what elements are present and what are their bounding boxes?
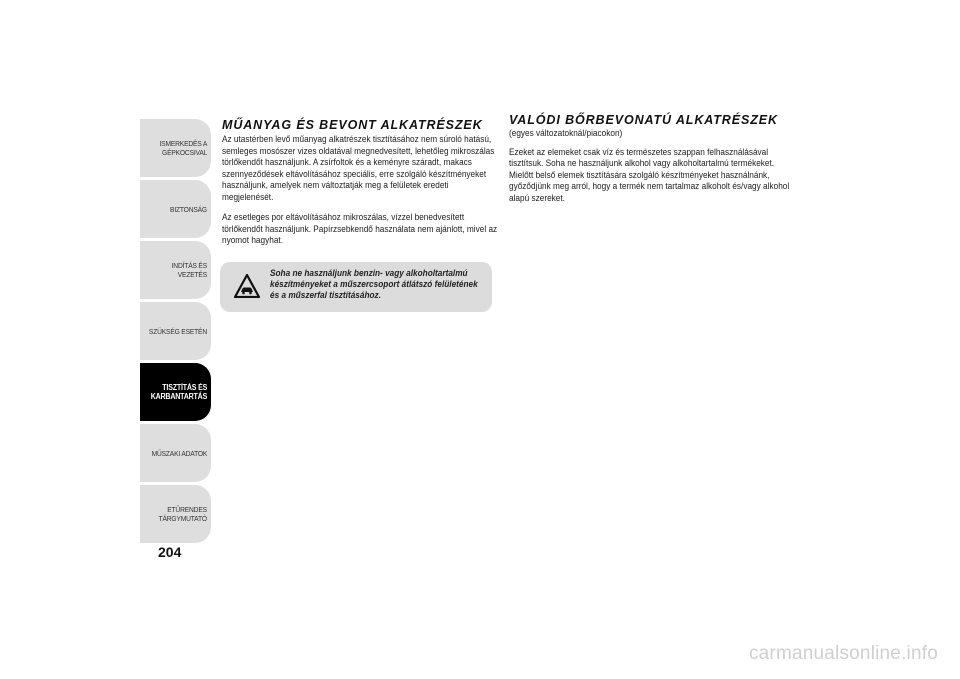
paragraph-plastic-1: Az utastérben levő műanyag alkatrészek tisztításához nem súroló hatású, semleges mosószer vizes oldatával megnedvesített, lehetőleg mikroszálas törlőkendőt használjunk. A zsírfoltok és a keményre száradt, makacs szennyeződések eltávolításához speciális, erre szolgáló készítményeket használjunk, amelyek nem változtatják meg a felületek eredeti megjelenését. — [222, 134, 495, 203]
warning-box — [220, 262, 492, 312]
tab-label: TISZTÍTÁS ÉS KARBANTARTÁS — [150, 383, 207, 401]
tab-label: ETŰRENDES TÁRGYMUTATÓ — [158, 505, 207, 523]
paragraph-leather: Ezeket az elemeket csak víz és természetes szappan felhasználásával tisztítsuk. Soha ne használjunk alkohol vagy alkoholtartalmú termékeket. Mielőtt belső elemek tisztítására szolgáló készítményeket használnánk, győződjünk meg arról, hogy a termék nem tartalmaz alkoholt és/vagy alkohol alapú szereket. — [509, 146, 790, 204]
section-title-leather: VALÓDI BŐRBEVONATÚ ALKATRÉSZEK — [509, 113, 778, 127]
tab-label: BIZTONSÁG — [170, 204, 207, 214]
tab-szukseg[interactable] — [140, 302, 211, 360]
warning-text: Soha ne használjunk benzin- vagy alkoholtartalmú készítményeket a műszercsoport átlátszó felületének és a műszerfal tisztításához. — [270, 268, 478, 301]
page-number: 204 — [158, 544, 182, 560]
tab-ismerkedes[interactable] — [140, 119, 211, 177]
tab-muszaki[interactable] — [140, 424, 211, 482]
left-column — [222, 118, 497, 204]
tab-inditas[interactable] — [140, 241, 211, 299]
section-title-plastic: MŰANYAG ÉS BEVONT ALKATRÉSZEK — [222, 118, 483, 132]
tab-label: MŰSZAKI ADATOK — [151, 448, 207, 458]
left-column-2 — [222, 212, 497, 247]
tab-label: ISMERKEDÉS A GÉPKOCSIVAL — [159, 139, 207, 157]
tab-tisztitas[interactable] — [140, 363, 211, 421]
tab-label: SZÜKSÉG ESETÉN — [148, 326, 207, 336]
right-column — [509, 113, 799, 205]
watermark: carmanualsonline.info — [748, 643, 938, 664]
car-warning-icon — [234, 274, 260, 298]
tab-targymutato[interactable] — [140, 485, 211, 543]
tab-biztonsag[interactable] — [140, 180, 211, 238]
tab-label: INDÍTÁS ÉS VEZETÉS — [171, 261, 207, 279]
subtitle-leather: (egyes változatoknál/piacokon) — [509, 128, 623, 139]
paragraph-plastic-2: Az esetleges por eltávolításához mikroszálas, vízzel benedvesített törlőkendőt használjunk. Papírzsebkendő használata nem ajánlott, mivel az nyomot hagyhat. — [222, 212, 498, 247]
